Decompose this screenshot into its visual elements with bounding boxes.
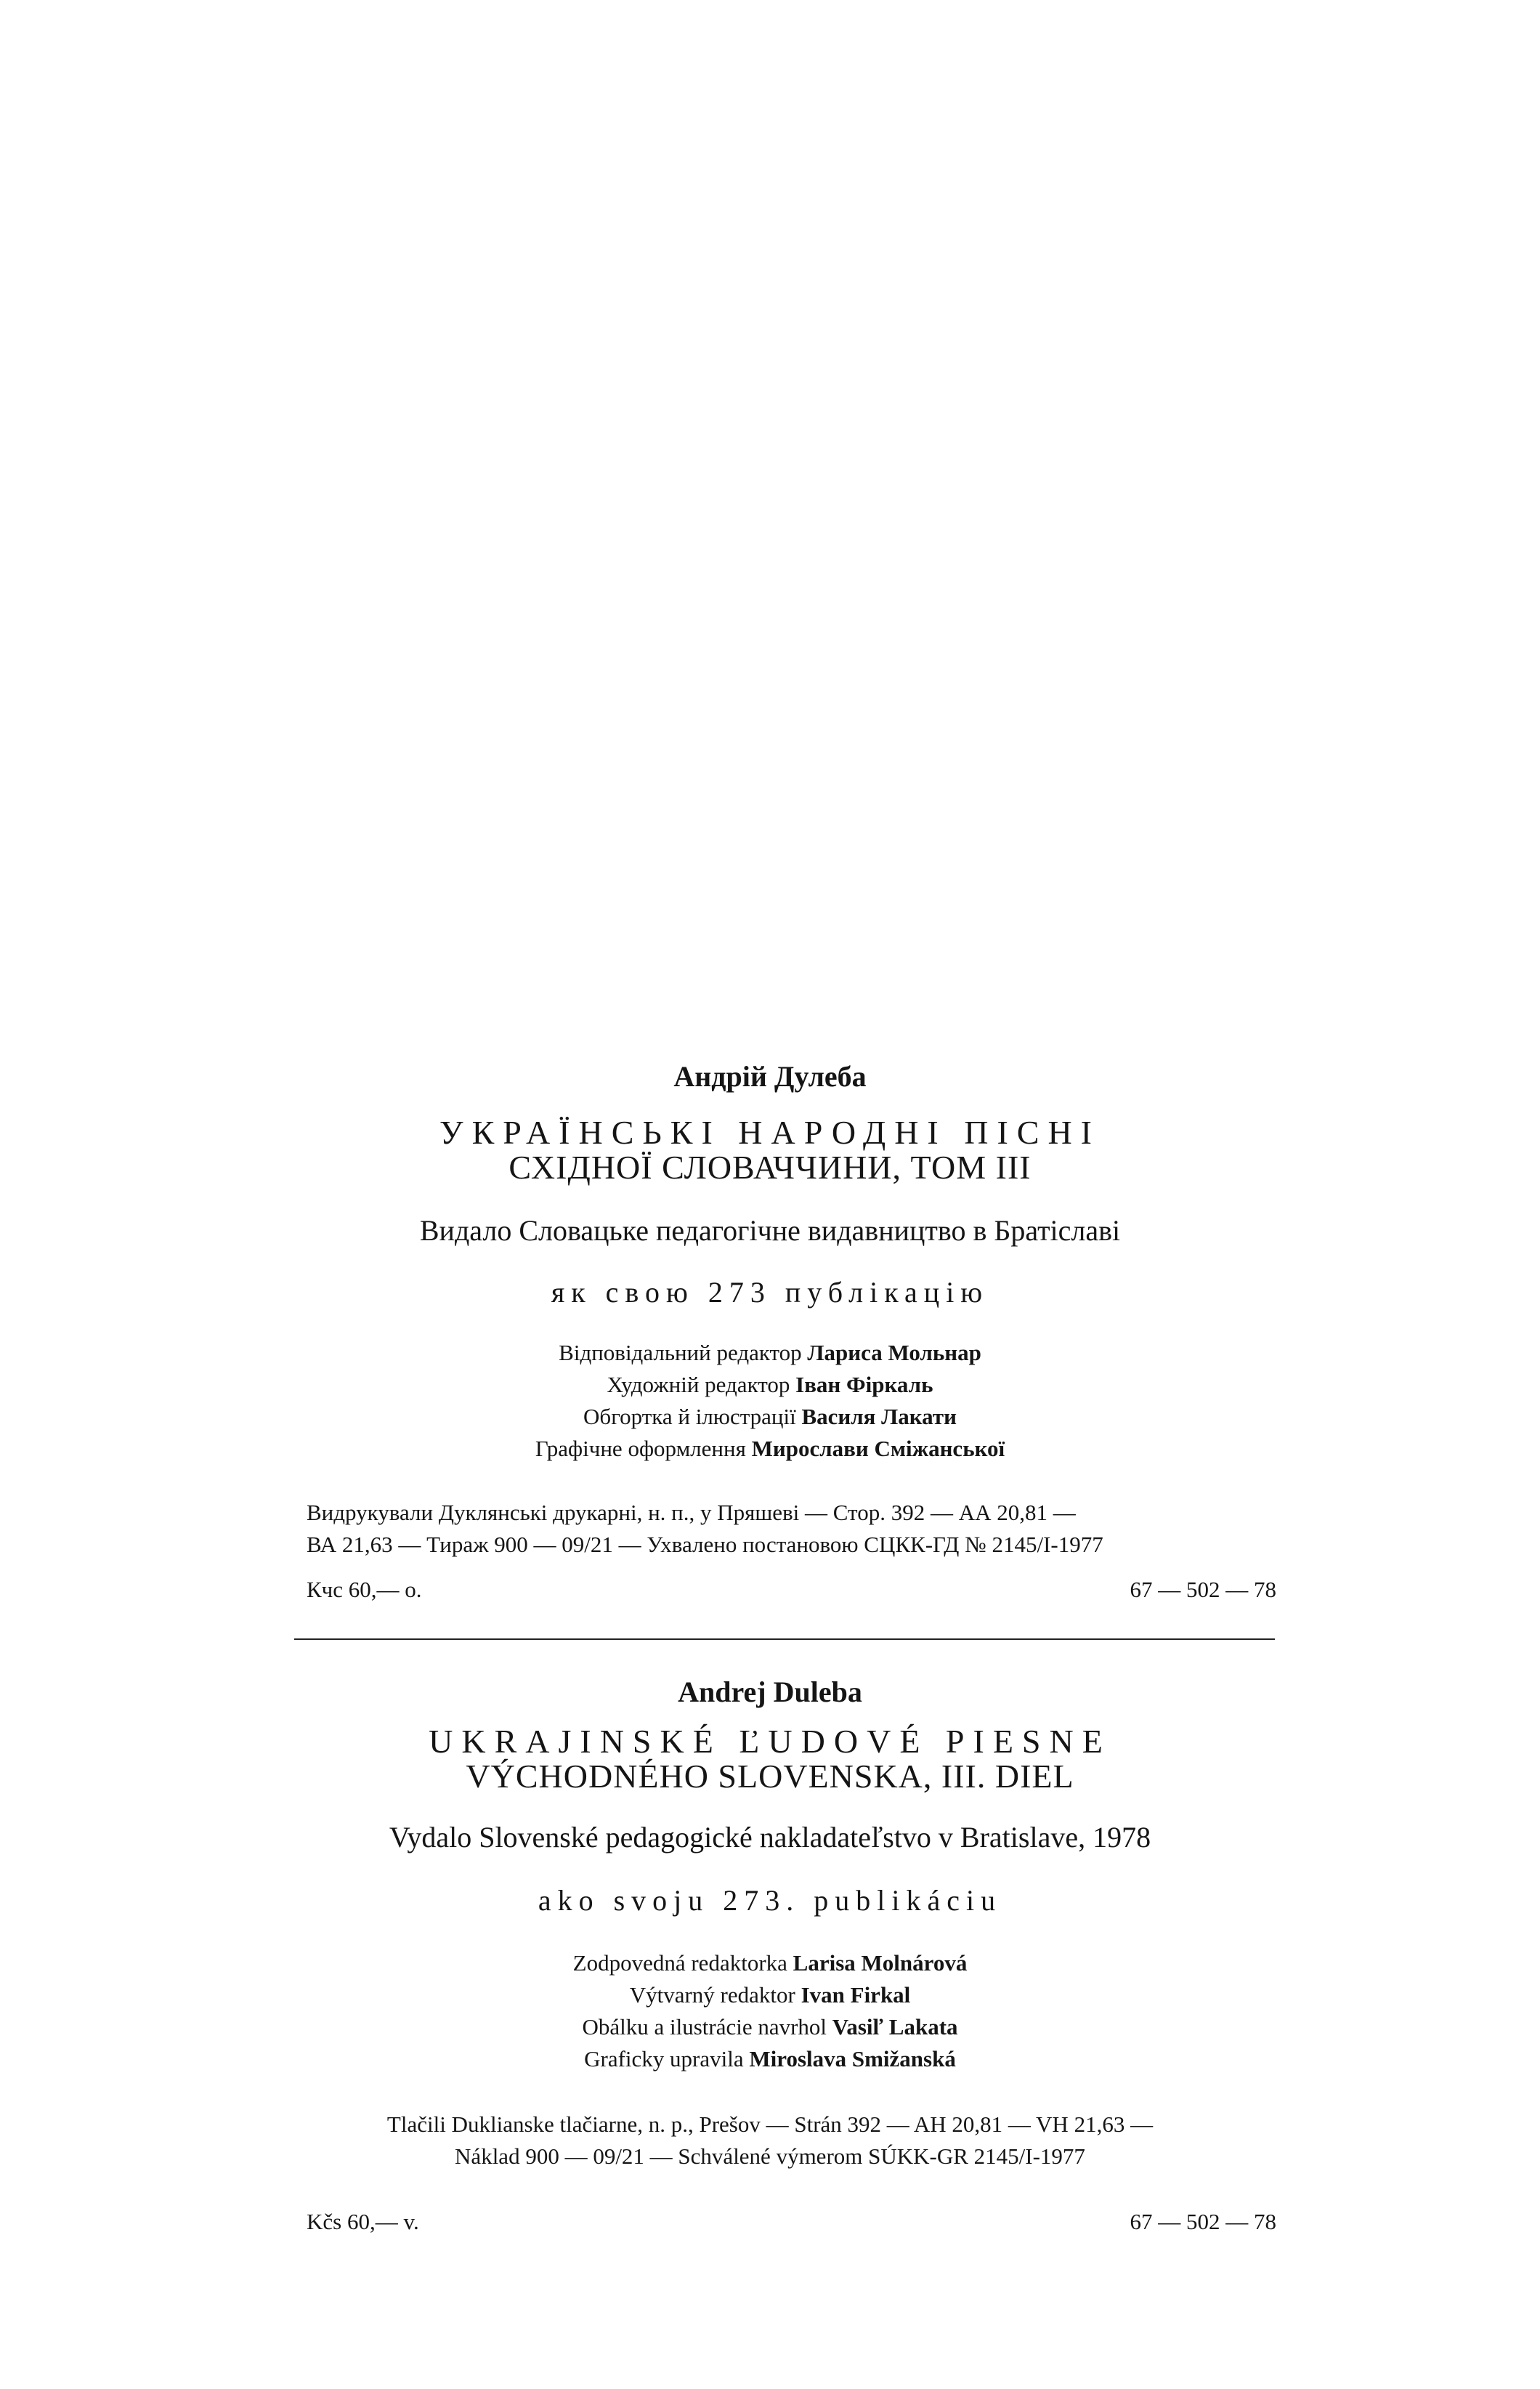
ua-print-line1: Видрукували Дуклянські друкарні, н. п., у Пряшеві — Стор. 392 — АА 20,81 — bbox=[307, 1500, 1076, 1525]
ua-title-line2: СХІДНОЇ СЛОВАЧЧИНИ, ТОМ ІІІ bbox=[508, 1149, 1032, 1186]
ua-credit-name: Іван Фіркаль bbox=[795, 1372, 933, 1397]
sk-credit-role: Zodpovedná redaktorka bbox=[572, 1950, 787, 1976]
ua-credit-name: Лариса Мольнар bbox=[807, 1340, 981, 1365]
sk-credit-cover bbox=[0, 2011, 1540, 2043]
ua-credit-name: Мирослави Сміжанської bbox=[751, 1436, 1005, 1461]
sk-print-line2: Náklad 900 — 09/21 — Schválené výmerom SÚKK-GR 2145/I-1977 bbox=[455, 2143, 1085, 2169]
ua-credit-name: Василя Лакати bbox=[801, 1404, 957, 1429]
ua-title-line1: УКРАЇНСЬКІ НАРОДНІ ПІСНІ bbox=[439, 1114, 1101, 1151]
sk-print-line1: Tlačili Duklianske tlačiarne, n. p., Prešov — Strán 392 — AH 20,81 — VH 21,63 — bbox=[386, 2111, 1154, 2137]
sk-title-line2: VÝCHODNÉHO SLOVENSKA, III. DIEL bbox=[466, 1758, 1074, 1795]
sk-publication-number: ako svoju 273. publikáciu bbox=[538, 1884, 1002, 1917]
ua-credit-responsible-editor bbox=[0, 1337, 1540, 1369]
divider-rule bbox=[294, 1638, 1275, 1640]
sk-title-line1: UKRAJINSKÉ ĽUDOVÉ PIESNE bbox=[429, 1723, 1111, 1760]
sk-credit-name: Larisa Molnárová bbox=[793, 1950, 968, 1976]
ua-credit-role: Графічне оформлення bbox=[535, 1436, 746, 1461]
ua-credit-design bbox=[0, 1433, 1540, 1465]
sk-credit-art-editor bbox=[0, 1979, 1540, 2011]
sk-credit-responsible-editor bbox=[0, 1947, 1540, 1979]
ua-credit-role: Художній редактор bbox=[607, 1372, 790, 1397]
ua-credit-art-editor bbox=[0, 1369, 1540, 1401]
ua-code: 67 — 502 — 78 bbox=[1130, 1577, 1276, 1602]
sk-credit-name: Ivan Firkal bbox=[801, 1982, 911, 2008]
sk-publisher: Vydalo Slovenské pedagogické nakladateľstvo v Bratislave, 1978 bbox=[389, 1821, 1151, 1854]
ua-credit-role: Обгортка й ілюстрації bbox=[583, 1404, 796, 1429]
ua-publication-number: як свою 273 публікацію bbox=[551, 1276, 989, 1309]
ua-author: Андрій Дулеба bbox=[673, 1060, 867, 1093]
sk-author: Andrej Duleba bbox=[678, 1675, 862, 1708]
sk-price: Kčs 60,— v. bbox=[307, 2209, 419, 2234]
ua-credit-role: Відповідальний редактор bbox=[559, 1340, 802, 1365]
ua-price: Кчс 60,— о. bbox=[307, 1577, 422, 1602]
sk-code: 67 — 502 — 78 bbox=[1130, 2209, 1276, 2234]
sk-credit-design bbox=[0, 2043, 1540, 2075]
sk-credit-role: Výtvarný redaktor bbox=[629, 1982, 795, 2008]
sk-credit-name: Vasiľ Lakata bbox=[832, 2014, 958, 2040]
sk-credit-name: Miroslava Smižanská bbox=[749, 2046, 956, 2071]
ua-print-line2: ВА 21,63 — Тираж 900 — 09/21 — Ухвалено постановою СЦКК-ГД № 2145/І-1977 bbox=[307, 1532, 1103, 1557]
sk-credit-role: Obálku a ilustrácie navrhol bbox=[582, 2014, 827, 2040]
ua-credit-cover bbox=[0, 1401, 1540, 1433]
sk-credit-role: Graficky upravila bbox=[584, 2046, 744, 2071]
ua-publisher: Видало Словацьке педагогічне видавництво в Братіславі bbox=[419, 1214, 1121, 1247]
